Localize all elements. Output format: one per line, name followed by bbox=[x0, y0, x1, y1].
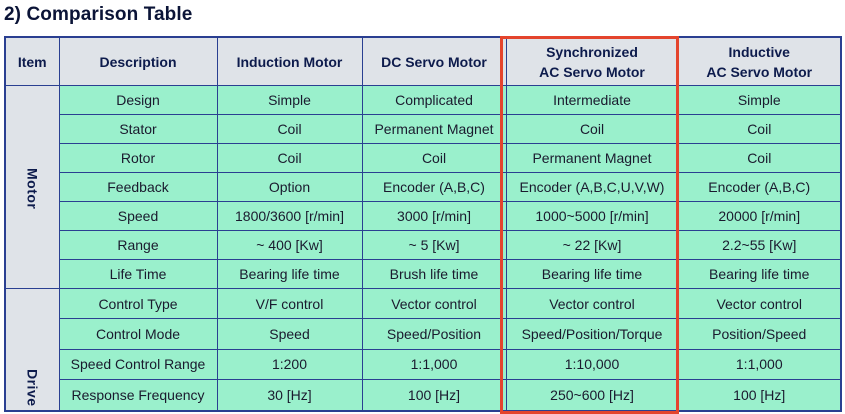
table-row bbox=[5, 289, 841, 319]
header-sync-line1: Synchronized bbox=[546, 43, 638, 60]
row-description: Speed Control Range bbox=[59, 349, 217, 379]
cell-sync-ac-servo: 1:10,000 bbox=[506, 349, 678, 379]
cell-induction: Speed bbox=[217, 319, 362, 349]
group-motor-label: Motor bbox=[24, 168, 41, 210]
table-row bbox=[5, 202, 841, 231]
cell-induction: V/F control bbox=[217, 289, 362, 319]
cell-inductive-ac-servo: 100 [Hz] bbox=[678, 380, 841, 411]
cell-dc-servo: Vector control bbox=[362, 289, 506, 319]
group-drive-cell bbox=[5, 289, 59, 411]
header-inductive-line2: AC Servo Motor bbox=[706, 63, 813, 80]
group-motor-cell bbox=[5, 86, 59, 289]
row-description: Range bbox=[59, 231, 217, 260]
cell-dc-servo: 100 [Hz] bbox=[362, 380, 506, 411]
table-row bbox=[5, 144, 841, 173]
cell-sync-ac-servo: 250~600 [Hz] bbox=[506, 380, 678, 411]
table-row bbox=[5, 319, 841, 349]
cell-dc-servo: Permanent Magnet bbox=[362, 115, 506, 144]
cell-dc-servo: 3000 [r/min] bbox=[362, 202, 506, 231]
table-row bbox=[5, 115, 841, 144]
header-inductive-ac-servo bbox=[678, 37, 841, 86]
row-description: Control Mode bbox=[59, 319, 217, 349]
cell-sync-ac-servo: Vector control bbox=[506, 289, 678, 319]
cell-sync-ac-servo: 1000~5000 [r/min] bbox=[506, 202, 678, 231]
table-row bbox=[5, 380, 841, 411]
row-description: Feedback bbox=[59, 173, 217, 202]
header-dc-servo-motor: DC Servo Motor bbox=[362, 37, 506, 86]
cell-dc-servo: Encoder (A,B,C) bbox=[362, 173, 506, 202]
row-description: Life Time bbox=[59, 260, 217, 289]
cell-induction: 1:200 bbox=[217, 349, 362, 379]
header-sync-line2: AC Servo Motor bbox=[539, 63, 645, 80]
table-row bbox=[5, 173, 841, 202]
cell-sync-ac-servo: Speed/Position/Torque bbox=[506, 319, 678, 349]
cell-induction: Coil bbox=[217, 144, 362, 173]
cell-dc-servo: Brush life time bbox=[362, 260, 506, 289]
cell-inductive-ac-servo: Encoder (A,B,C) bbox=[678, 173, 841, 202]
cell-induction: 1800/3600 [r/min] bbox=[217, 202, 362, 231]
header-induction-motor: Induction Motor bbox=[217, 37, 362, 86]
cell-sync-ac-servo: Coil bbox=[506, 115, 678, 144]
group-drive-label: Drive bbox=[24, 369, 41, 407]
row-description: Control Type bbox=[59, 289, 217, 319]
row-description: Response Frequency bbox=[59, 380, 217, 411]
cell-inductive-ac-servo: Vector control bbox=[678, 289, 841, 319]
comparison-table bbox=[4, 36, 842, 412]
header-item: Item bbox=[5, 37, 59, 86]
cell-induction: Bearing life time bbox=[217, 260, 362, 289]
table-row bbox=[5, 260, 841, 289]
cell-inductive-ac-servo: Bearing life time bbox=[678, 260, 841, 289]
cell-inductive-ac-servo: Position/Speed bbox=[678, 319, 841, 349]
cell-inductive-ac-servo: Coil bbox=[678, 144, 841, 173]
cell-induction: 30 [Hz] bbox=[217, 380, 362, 411]
cell-induction: Option bbox=[217, 173, 362, 202]
row-description: Stator bbox=[59, 115, 217, 144]
comparison-table-wrapper bbox=[4, 36, 842, 412]
header-inductive-line1: Inductive bbox=[728, 43, 790, 60]
cell-inductive-ac-servo: 1:1,000 bbox=[678, 349, 841, 379]
table-row bbox=[5, 86, 841, 115]
cell-dc-servo: Complicated bbox=[362, 86, 506, 115]
cell-inductive-ac-servo: 20000 [r/min] bbox=[678, 202, 841, 231]
row-description: Design bbox=[59, 86, 217, 115]
row-description: Speed bbox=[59, 202, 217, 231]
cell-inductive-ac-servo: Coil bbox=[678, 115, 841, 144]
cell-dc-servo: 1:1,000 bbox=[362, 349, 506, 379]
header-description: Description bbox=[59, 37, 217, 86]
table-row bbox=[5, 349, 841, 379]
page-title: 2) Comparison Table bbox=[4, 4, 193, 25]
cell-dc-servo: Coil bbox=[362, 144, 506, 173]
cell-induction: Simple bbox=[217, 86, 362, 115]
row-description: Rotor bbox=[59, 144, 217, 173]
cell-dc-servo: ~ 5 [Kw] bbox=[362, 231, 506, 260]
table-row bbox=[5, 231, 841, 260]
cell-sync-ac-servo: Bearing life time bbox=[506, 260, 678, 289]
header-row bbox=[5, 37, 841, 86]
header-synchronized-ac-servo bbox=[506, 37, 678, 86]
cell-sync-ac-servo: Encoder (A,B,C,U,V,W) bbox=[506, 173, 678, 202]
cell-dc-servo: Speed/Position bbox=[362, 319, 506, 349]
cell-sync-ac-servo: ~ 22 [Kw] bbox=[506, 231, 678, 260]
cell-induction: Coil bbox=[217, 115, 362, 144]
cell-inductive-ac-servo: 2.2~55 [Kw] bbox=[678, 231, 841, 260]
cell-sync-ac-servo: Permanent Magnet bbox=[506, 144, 678, 173]
cell-inductive-ac-servo: Simple bbox=[678, 86, 841, 115]
cell-sync-ac-servo: Intermediate bbox=[506, 86, 678, 115]
cell-induction: ~ 400 [Kw] bbox=[217, 231, 362, 260]
